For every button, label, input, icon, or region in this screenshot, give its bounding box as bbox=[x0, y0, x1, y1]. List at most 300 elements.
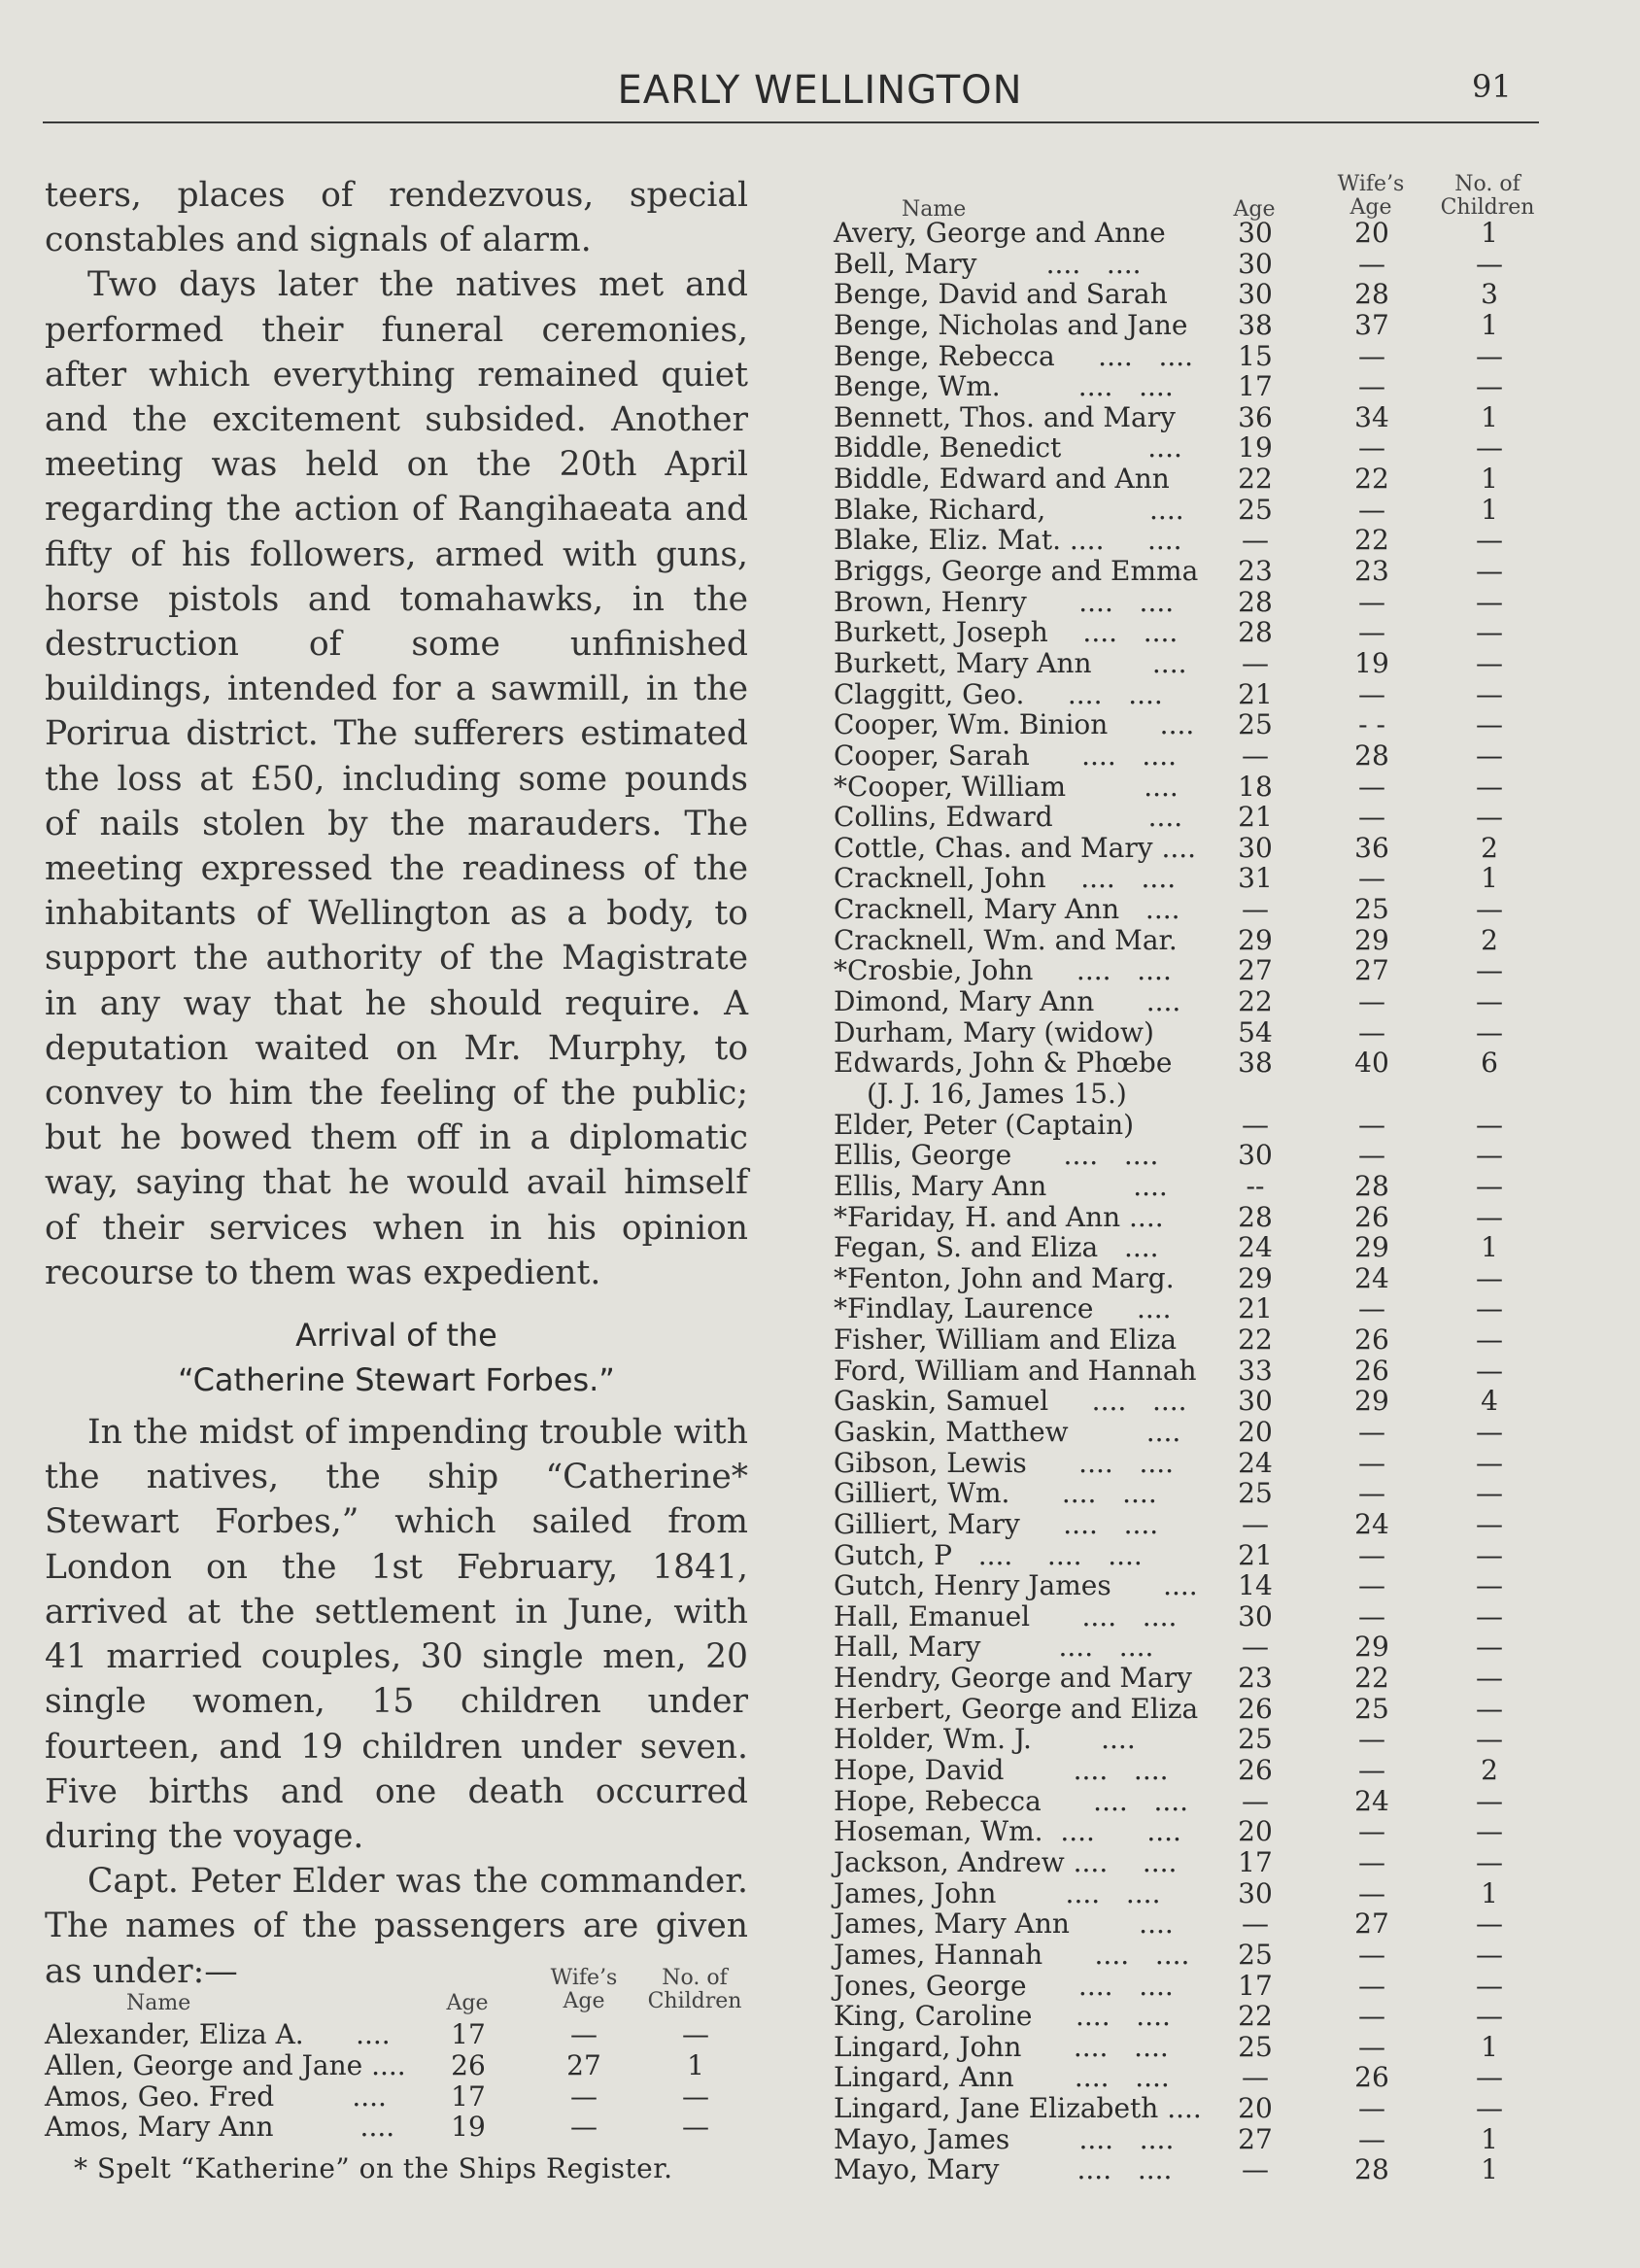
table-row bbox=[834, 432, 1543, 464]
passenger-name: Burkett, Mary Ann .... bbox=[834, 646, 1187, 679]
wife-age: 24 bbox=[1354, 1507, 1389, 1540]
passenger-name: Cottle, Chas. and Mary .... bbox=[834, 831, 1197, 864]
passenger-age: 25 bbox=[1238, 493, 1273, 526]
passenger-name: Edwards, John & Phœbe bbox=[834, 1047, 1173, 1080]
wife-age: 26 bbox=[1354, 2061, 1389, 2094]
passenger-age: — bbox=[1242, 646, 1269, 679]
table-row bbox=[834, 863, 1543, 894]
passenger-name: Hendry, George and Mary bbox=[834, 1662, 1192, 1695]
wife-age: — bbox=[1358, 770, 1385, 803]
children-count: — bbox=[1476, 1723, 1503, 1756]
wife-age: — bbox=[570, 2018, 598, 2050]
passenger-age: — bbox=[1242, 524, 1269, 557]
table-row bbox=[834, 1940, 1543, 1971]
table-row bbox=[834, 1448, 1543, 1479]
passenger-age: 22 bbox=[1238, 1323, 1273, 1357]
passenger-age: 29 bbox=[1238, 923, 1273, 956]
wife-age: 20 bbox=[1354, 217, 1389, 249]
children-count: 1 bbox=[1481, 400, 1498, 433]
passenger-age: 38 bbox=[1238, 308, 1273, 341]
table-row bbox=[834, 1202, 1543, 1233]
passenger-age: 25 bbox=[1238, 1723, 1273, 1756]
wife-age: — bbox=[1358, 585, 1385, 618]
table-row bbox=[45, 2081, 754, 2113]
passenger-age: 26 bbox=[451, 2048, 486, 2081]
paragraph: teers, places of rendezvous, special constables and signals of alarm. bbox=[45, 176, 748, 260]
children-count: 1 bbox=[1481, 1876, 1498, 1909]
children-count: 1 bbox=[1481, 2030, 1498, 2063]
passenger-age: 28 bbox=[1238, 616, 1273, 649]
section-heading-line: Arrival of the bbox=[295, 1317, 497, 1355]
page-number: 91 bbox=[1472, 68, 1512, 105]
table-row bbox=[834, 1540, 1543, 1571]
children-count: — bbox=[1476, 616, 1503, 649]
children-count: 1 bbox=[1481, 308, 1498, 341]
passenger-age: 26 bbox=[1238, 1754, 1273, 1787]
table-row bbox=[834, 464, 1543, 495]
children-count: — bbox=[1476, 1599, 1503, 1632]
table-row bbox=[834, 679, 1543, 710]
paragraph: In the midst of impending trouble with the natives, the ship “Catherine* Stewart Forbes,” which sailed from London on the 1st February, 1841, arrived at the settlement in June, with 41 married couples, 30 single men, 20 single women, 15 children under fourteen, and 19 children under seven. Five births and one death occurred during the voyage. bbox=[45, 1413, 748, 1856]
passenger-name: Holder, Wm. J. .... bbox=[834, 1723, 1136, 1756]
wife-age: — bbox=[1358, 1599, 1385, 1632]
wife-age: — bbox=[1358, 339, 1385, 372]
wife-age: 27 bbox=[566, 2048, 601, 2081]
wife-age: 36 bbox=[1354, 831, 1389, 864]
passenger-age: — bbox=[1242, 893, 1269, 926]
wife-age: 24 bbox=[1354, 1784, 1389, 1817]
wife-age: 25 bbox=[1354, 893, 1389, 926]
children-count: — bbox=[1476, 708, 1503, 741]
passenger-name: Burkett, Joseph .... .... bbox=[834, 616, 1179, 649]
table-row bbox=[834, 1694, 1543, 1725]
children-count: — bbox=[1476, 985, 1503, 1018]
table-row bbox=[45, 2050, 754, 2081]
wife-age: 28 bbox=[1354, 2153, 1389, 2186]
table-row bbox=[834, 1724, 1543, 1755]
wife-age: — bbox=[1358, 1015, 1385, 1048]
passenger-age: 24 bbox=[1238, 1231, 1273, 1264]
children-count: — bbox=[1476, 2092, 1503, 2125]
paragraph: Two days later the natives met and performed their funeral ceremonies, after which everything remained quiet and the excitement subsided. Another meeting was held on the 20th April regarding the action of Rangihaeata and fifty of his followers, armed with guns, horse pistols and tomahawks, in the destruction of some unfinished buildings, intended for a sawmill, in the Porirua district. The sufferers estimated the loss at £50, including some pounds of nails stolen by the marauders. The meeting expressed the readiness of the inhabitants of Wellington as a body, to support the authority of the Magistrate in any way that he should require. A deputation waited on Mr. Murphy, to convey to him the feeling of the public; but he bowed them off in a diplomatic way, saying that he would avail himself of their services when in his opinion recourse to them was expedient. bbox=[45, 265, 748, 1292]
children-count: — bbox=[1476, 1169, 1503, 1202]
table-row bbox=[834, 2062, 1543, 2093]
passenger-age: — bbox=[1242, 1631, 1269, 1664]
wife-age: — bbox=[1358, 862, 1385, 895]
wife-age: 19 bbox=[1354, 646, 1389, 679]
passenger-age: 18 bbox=[1238, 770, 1273, 803]
wife-age: 34 bbox=[1354, 400, 1389, 433]
children-count: — bbox=[1476, 1507, 1503, 1540]
table-row bbox=[834, 986, 1543, 1017]
table-row bbox=[834, 1386, 1543, 1417]
passenger-name: Lingard, Jane Elizabeth .... bbox=[834, 2092, 1202, 2125]
passenger-name: Lingard, John .... .... bbox=[834, 2030, 1169, 2063]
wife-age: — bbox=[1358, 2092, 1385, 2125]
passenger-age: — bbox=[1242, 1507, 1269, 1540]
table-row bbox=[834, 249, 1543, 280]
passenger-age: 36 bbox=[1238, 400, 1273, 433]
passenger-name: Elder, Peter (Captain) bbox=[834, 1108, 1135, 1141]
wife-age: 28 bbox=[1354, 739, 1389, 772]
passenger-name: Herbert, George and Eliza bbox=[834, 1692, 1199, 1725]
table-row bbox=[834, 1786, 1543, 1817]
table-row bbox=[834, 1048, 1543, 1079]
passenger-name: Collins, Edward .... bbox=[834, 801, 1183, 834]
wife-age: 29 bbox=[1354, 1385, 1389, 1418]
wife-age: — bbox=[1358, 1723, 1385, 1756]
passenger-name: Cooper, Wm. Binion .... bbox=[834, 708, 1195, 741]
table-row bbox=[834, 1663, 1543, 1694]
table-row bbox=[834, 587, 1543, 618]
passenger-name: Briggs, George and Emma bbox=[834, 555, 1199, 588]
children-count: — bbox=[1476, 1292, 1503, 1325]
passenger-age: 19 bbox=[1238, 431, 1273, 464]
wife-age: — bbox=[1358, 1477, 1385, 1510]
header-age: Age bbox=[1233, 197, 1276, 222]
wife-age: — bbox=[1358, 431, 1385, 464]
children-count: — bbox=[1476, 585, 1503, 618]
passenger-age: — bbox=[1242, 2061, 1269, 2094]
children-count: — bbox=[1476, 1845, 1503, 1878]
passenger-age: 38 bbox=[1238, 1047, 1273, 1080]
children-count: 1 bbox=[1481, 217, 1498, 249]
header-wife-age: Wife’s Age bbox=[550, 1966, 618, 2013]
passenger-age: 23 bbox=[1238, 555, 1273, 588]
header-name: Name bbox=[126, 1991, 191, 2015]
children-count: — bbox=[1476, 1938, 1503, 1971]
children-count: — bbox=[1476, 1108, 1503, 1141]
passenger-age: 26 bbox=[1238, 1692, 1273, 1725]
passenger-name: King, Caroline .... .... bbox=[834, 2000, 1171, 2033]
children-count: — bbox=[1476, 1446, 1503, 1479]
wife-age: 40 bbox=[1354, 1047, 1389, 1080]
wife-age: 26 bbox=[1354, 1323, 1389, 1357]
children-count: 1 bbox=[1481, 1231, 1498, 1264]
table-row bbox=[834, 894, 1543, 925]
children-count: — bbox=[1476, 1969, 1503, 2002]
passenger-name: Lingard, Ann .... .... bbox=[834, 2061, 1170, 2094]
passenger-name: Dimond, Mary Ann .... bbox=[834, 985, 1181, 1018]
passenger-age: 24 bbox=[1238, 1446, 1273, 1479]
passenger-age: 22 bbox=[1238, 985, 1273, 1018]
children-count: — bbox=[1476, 1200, 1503, 1233]
passenger-name: Ford, William and Hannah bbox=[834, 1354, 1197, 1387]
passenger-name: Benge, David and Sarah bbox=[834, 278, 1168, 311]
children-count: — bbox=[1476, 677, 1503, 710]
passenger-name: Gutch, Henry James .... bbox=[834, 1569, 1198, 1602]
passenger-name: *Fenton, John and Marg. bbox=[834, 1261, 1175, 1294]
passenger-age: 22 bbox=[1238, 2000, 1273, 2033]
passenger-name: Biddle, Benedict .... bbox=[834, 431, 1182, 464]
passenger-age: 21 bbox=[1238, 801, 1273, 834]
table-row bbox=[834, 1356, 1543, 1387]
passenger-name: Jones, George .... .... bbox=[834, 1969, 1174, 2002]
children-count: — bbox=[1476, 524, 1503, 557]
children-count: — bbox=[1476, 646, 1503, 679]
table-row bbox=[834, 1601, 1543, 1632]
passenger-age: 30 bbox=[1238, 1876, 1273, 1909]
passenger-name: Blake, Eliz. Mat. .... .... bbox=[834, 524, 1182, 557]
table-row bbox=[834, 955, 1543, 986]
passenger-age: 30 bbox=[1238, 831, 1273, 864]
table-row bbox=[834, 2154, 1543, 2185]
passenger-name: Fisher, William and Eliza bbox=[834, 1323, 1178, 1357]
children-count: — bbox=[1476, 739, 1503, 772]
passenger-name: Biddle, Edward and Ann bbox=[834, 463, 1170, 496]
table-row bbox=[834, 2093, 1543, 2124]
children-count: — bbox=[1476, 2000, 1503, 2033]
passenger-name: Gaskin, Matthew .... bbox=[834, 1415, 1181, 1448]
passenger-age: 30 bbox=[1238, 1139, 1273, 1172]
children-count: — bbox=[1476, 1323, 1503, 1357]
table-row bbox=[834, 1570, 1543, 1601]
passenger-age: 21 bbox=[1238, 677, 1273, 710]
passenger-age: 23 bbox=[1238, 1662, 1273, 1695]
table-row bbox=[834, 709, 1543, 740]
table-body bbox=[834, 218, 1543, 2185]
passenger-name: *Cooper, William .... bbox=[834, 770, 1179, 803]
passenger-name: Ellis, George .... .... bbox=[834, 1139, 1159, 1172]
passenger-name: Mayo, James .... .... bbox=[834, 2122, 1175, 2155]
children-count: — bbox=[1476, 1815, 1503, 1848]
children-count: — bbox=[1476, 1662, 1503, 1695]
children-count: 1 bbox=[1481, 2122, 1498, 2155]
passenger-age: 25 bbox=[1238, 1477, 1273, 1510]
children-count: — bbox=[1476, 1354, 1503, 1387]
wife-age: — bbox=[1358, 1876, 1385, 1909]
wife-age: 23 bbox=[1354, 555, 1389, 588]
table-row bbox=[834, 2032, 1543, 2063]
passenger-age: — bbox=[1242, 1784, 1269, 1817]
table-row bbox=[834, 1755, 1543, 1786]
children-count: — bbox=[1476, 1692, 1503, 1725]
table-row bbox=[834, 740, 1543, 772]
wife-age: — bbox=[1358, 247, 1385, 280]
children-count: — bbox=[1476, 1569, 1503, 1602]
passenger-age: 27 bbox=[1238, 954, 1273, 987]
children-count: 2 bbox=[1481, 923, 1498, 956]
wife-age: 27 bbox=[1354, 1907, 1389, 1941]
wife-age: - - bbox=[1358, 708, 1385, 741]
passenger-name: Gaskin, Samuel .... .... bbox=[834, 1385, 1187, 1418]
table-row bbox=[834, 1232, 1543, 1263]
passenger-name: Cracknell, Wm. and Mar. bbox=[834, 923, 1178, 956]
children-count: 1 bbox=[1481, 2153, 1498, 2186]
wife-age: 27 bbox=[1354, 954, 1389, 987]
wife-age: — bbox=[1358, 1415, 1385, 1448]
children-count: — bbox=[1476, 770, 1503, 803]
wife-age: — bbox=[1358, 1754, 1385, 1787]
wife-age: 22 bbox=[1354, 463, 1389, 496]
passenger-age: 28 bbox=[1238, 585, 1273, 618]
wife-age: — bbox=[1358, 1845, 1385, 1878]
table-header bbox=[834, 167, 1543, 222]
children-count: — bbox=[1476, 431, 1503, 464]
passenger-name: Gilliert, Mary .... .... bbox=[834, 1507, 1159, 1540]
table-row bbox=[834, 1632, 1543, 1663]
wife-age: 29 bbox=[1354, 1631, 1389, 1664]
passenger-age: 28 bbox=[1238, 1200, 1273, 1233]
passenger-name: Hoseman, Wm. .... .... bbox=[834, 1815, 1181, 1848]
passenger-name: Amos, Mary Ann .... bbox=[45, 2111, 395, 2144]
passenger-name: Gibson, Lewis .... .... bbox=[834, 1446, 1175, 1479]
children-count: 1 bbox=[1481, 463, 1498, 496]
children-count: 3 bbox=[1481, 278, 1498, 311]
table-row bbox=[834, 772, 1543, 803]
passenger-age: 17 bbox=[451, 2079, 486, 2113]
passenger-age: 21 bbox=[1238, 1538, 1273, 1571]
passenger-name: Claggitt, Geo. .... .... bbox=[834, 677, 1163, 710]
children-count: — bbox=[1476, 1415, 1503, 1448]
wife-age: 26 bbox=[1354, 1354, 1389, 1387]
passenger-name: *Findlay, Laurence .... bbox=[834, 1292, 1172, 1325]
wife-age: 28 bbox=[1354, 278, 1389, 311]
wife-age: — bbox=[570, 2079, 598, 2113]
children-count: — bbox=[1476, 893, 1503, 926]
children-count: — bbox=[682, 2018, 709, 2050]
table-row bbox=[834, 833, 1543, 864]
passenger-name: James, Hannah .... .... bbox=[834, 1938, 1190, 1971]
table-row bbox=[834, 2124, 1543, 2155]
header-name: Name bbox=[902, 197, 967, 222]
passenger-age: 17 bbox=[451, 2018, 486, 2050]
wife-age: — bbox=[1358, 1538, 1385, 1571]
passenger-name: Bell, Mary .... .... bbox=[834, 247, 1142, 280]
header-age: Age bbox=[446, 1991, 489, 2015]
passenger-name: Durham, Mary (widow) bbox=[834, 1015, 1154, 1048]
passenger-age: 25 bbox=[1238, 708, 1273, 741]
wife-age: — bbox=[1358, 2122, 1385, 2155]
passenger-name: Allen, George and Jane .... bbox=[45, 2048, 406, 2081]
wife-age: 25 bbox=[1354, 1692, 1389, 1725]
table-row bbox=[834, 2001, 1543, 2032]
table-row bbox=[834, 1140, 1543, 1171]
passenger-name: *Crosbie, John .... .... bbox=[834, 954, 1172, 987]
passenger-age: — bbox=[1242, 2153, 1269, 2186]
table-row bbox=[834, 1110, 1543, 1141]
children-count: — bbox=[1476, 370, 1503, 403]
wife-age: — bbox=[1358, 1139, 1385, 1172]
header-wife-age: Wife’s Age bbox=[1337, 172, 1405, 220]
table-row bbox=[834, 1908, 1543, 1940]
children-count: 4 bbox=[1481, 1385, 1498, 1418]
children-count: 1 bbox=[1481, 862, 1498, 895]
table-row bbox=[834, 1324, 1543, 1356]
children-count: — bbox=[1476, 2061, 1503, 2094]
wife-age: 26 bbox=[1354, 1200, 1389, 1233]
wife-age: — bbox=[1358, 1446, 1385, 1479]
table-row bbox=[834, 1971, 1543, 2002]
passenger-age: 29 bbox=[1238, 1261, 1273, 1294]
passenger-name: Gilliert, Wm. .... .... bbox=[834, 1477, 1157, 1510]
passenger-age: 17 bbox=[1238, 1969, 1273, 2002]
passenger-name: Cracknell, Mary Ann .... bbox=[834, 893, 1180, 926]
table-row bbox=[834, 279, 1543, 310]
children-count: — bbox=[1476, 1538, 1503, 1571]
passenger-age: 20 bbox=[1238, 2092, 1273, 2125]
wife-age: — bbox=[1358, 2030, 1385, 2063]
children-count: 2 bbox=[1481, 1754, 1498, 1787]
header-children: No. of Children bbox=[1440, 172, 1535, 220]
wife-age: 22 bbox=[1354, 1662, 1389, 1695]
passenger-age: 17 bbox=[1238, 370, 1273, 403]
children-count: — bbox=[1476, 339, 1503, 372]
passenger-age: 25 bbox=[1238, 1938, 1273, 1971]
section-heading bbox=[45, 1313, 748, 1402]
table-row bbox=[834, 1017, 1543, 1048]
passenger-age: 20 bbox=[1238, 1415, 1273, 1448]
wife-age: — bbox=[1358, 1815, 1385, 1848]
table-row bbox=[834, 1878, 1543, 1909]
table-row bbox=[834, 218, 1543, 249]
passenger-name: James, John .... .... bbox=[834, 1876, 1161, 1909]
table-row bbox=[834, 556, 1543, 587]
table-row bbox=[834, 1171, 1543, 1202]
passenger-name: Alexander, Eliza A. .... bbox=[45, 2018, 391, 2050]
passenger-name: *Fariday, H. and Ann .... bbox=[834, 1200, 1164, 1233]
wife-age: 22 bbox=[1354, 524, 1389, 557]
wife-age: — bbox=[1358, 801, 1385, 834]
running-head bbox=[0, 62, 1640, 120]
section-heading-line: “Catherine Stewart Forbes.” bbox=[178, 1361, 615, 1399]
passenger-name: Avery, George and Anne bbox=[834, 217, 1166, 249]
wife-age: 37 bbox=[1354, 308, 1389, 341]
passenger-age: 25 bbox=[1238, 2030, 1273, 2063]
table-row bbox=[45, 2112, 754, 2143]
passenger-table-left bbox=[45, 1961, 754, 2184]
table-row bbox=[834, 617, 1543, 648]
children-count: — bbox=[1476, 555, 1503, 588]
passenger-name: Ellis, Mary Ann .... bbox=[834, 1169, 1168, 1202]
children-count: — bbox=[1476, 1784, 1503, 1817]
running-title: EARLY WELLINGTON bbox=[617, 68, 1023, 113]
wife-age: — bbox=[1358, 616, 1385, 649]
passenger-age: — bbox=[1242, 1907, 1269, 1941]
wife-age: — bbox=[1358, 1969, 1385, 2002]
table-row bbox=[834, 648, 1543, 679]
wife-age: 29 bbox=[1354, 923, 1389, 956]
passenger-age: 30 bbox=[1238, 247, 1273, 280]
passenger-table-right bbox=[834, 167, 1543, 2185]
passenger-name: Benge, Wm. .... .... bbox=[834, 370, 1174, 403]
passenger-age: 30 bbox=[1238, 217, 1273, 249]
passenger-name: Benge, Rebecca .... .... bbox=[834, 339, 1194, 372]
children-count: — bbox=[1476, 1261, 1503, 1294]
passenger-age: 17 bbox=[1238, 1845, 1273, 1878]
passenger-name: Jackson, Andrew .... .... bbox=[834, 1845, 1178, 1878]
passenger-name: Cooper, Sarah .... .... bbox=[834, 739, 1178, 772]
left-column bbox=[45, 173, 748, 1994]
children-count: — bbox=[1476, 801, 1503, 834]
passenger-age: 30 bbox=[1238, 1599, 1273, 1632]
table-row bbox=[834, 1847, 1543, 1878]
passenger-name: Hall, Mary .... .... bbox=[834, 1631, 1154, 1664]
passenger-age: 54 bbox=[1238, 1015, 1273, 1048]
passenger-name: Fegan, S. and Eliza .... bbox=[834, 1231, 1159, 1264]
table-row bbox=[834, 802, 1543, 833]
wife-age: — bbox=[1358, 493, 1385, 526]
children-count: 1 bbox=[1481, 493, 1498, 526]
wife-age: 28 bbox=[1354, 1169, 1389, 1202]
passenger-name: Blake, Richard, .... bbox=[834, 493, 1184, 526]
table-row bbox=[834, 1079, 1543, 1110]
passenger-age: 15 bbox=[1238, 339, 1273, 372]
header-children: No. of Children bbox=[647, 1966, 742, 2013]
passenger-age: 30 bbox=[1238, 1385, 1273, 1418]
wife-age: — bbox=[1358, 1938, 1385, 1971]
children-count: — bbox=[682, 2111, 709, 2144]
